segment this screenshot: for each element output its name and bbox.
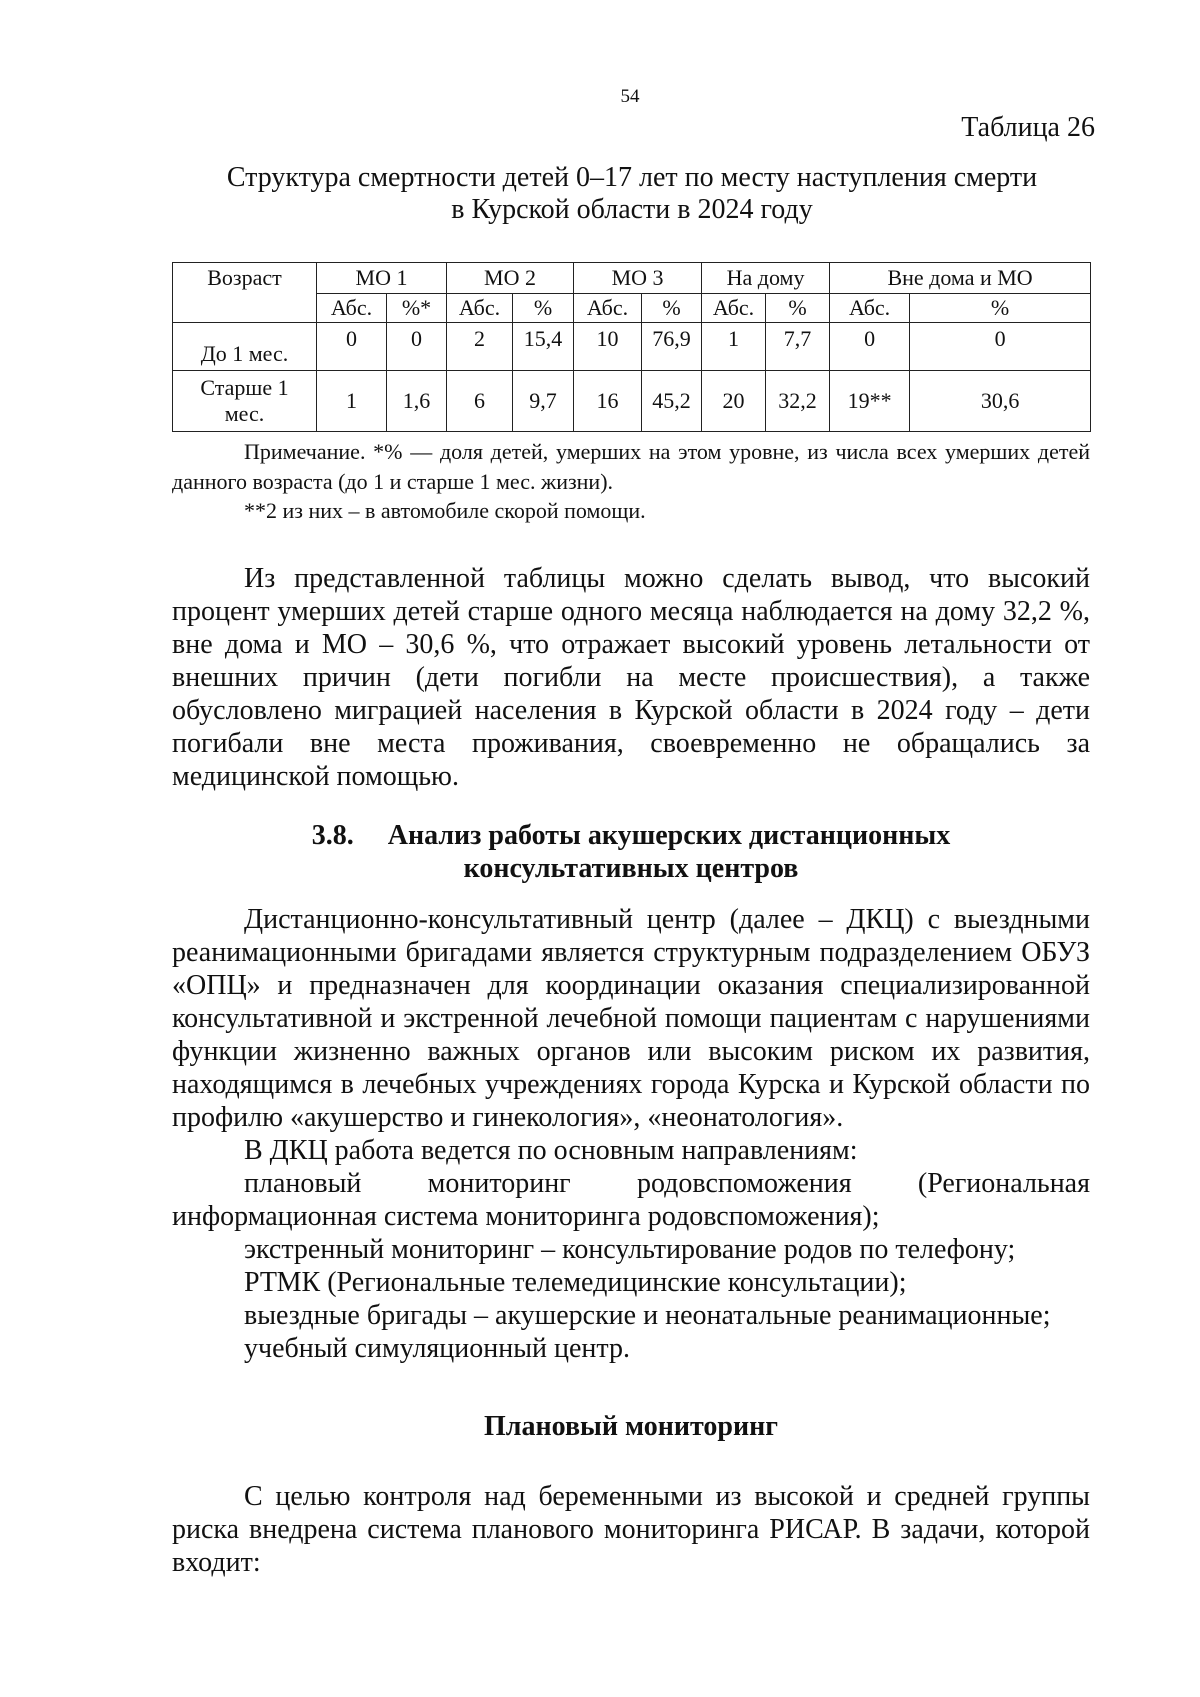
subheader-cell: Абс. — [447, 294, 513, 323]
table-title — [172, 162, 1092, 226]
list-item: учебный симуляционный центр. — [244, 1333, 630, 1364]
table-cell: 10 — [574, 323, 642, 371]
table-cell: 0 — [910, 323, 1091, 371]
table-cell: 1,6 — [387, 371, 447, 432]
table-cell: 32,2 — [766, 371, 830, 432]
table-cell: 1 — [317, 371, 387, 432]
table-cell: 15,4 — [513, 323, 574, 371]
section-heading — [172, 819, 1090, 885]
paragraph-dkc: Дистанционно-консультативный центр (далее – ДКЦ) с выездными реанимационными бригадами является структурным подразделением ОБУЗ «ОПЦ» и предназначен для координации оказания специализированной консультативной и экстренной лечебной помощи пациентам с нарушениями функции жизненно важных органов или высоким риском их развития, находящимся в лечебных учреждениях города Курска и Курской области по профилю «акушерство и гинекология», «неонатология». — [172, 904, 1090, 1133]
section-title-line1: Анализ работы акушерских дистанционных — [387, 820, 951, 851]
header-group: Вне дома и МО — [830, 263, 1091, 294]
subheader-cell: % — [513, 294, 574, 323]
header-group: МО 2 — [447, 263, 574, 294]
row-age: До 1 мес. — [173, 323, 317, 371]
header-group: МО 3 — [574, 263, 702, 294]
page-number: 54 — [620, 86, 640, 107]
list-item: РТМК (Региональные телемедицинские консультации); — [244, 1267, 907, 1298]
section-title-line2: консультативных центров — [463, 853, 799, 884]
paragraph-monitoring: С целью контроля над беременными из высокой и средней группы риска внедрена система планового мониторинга РИСАР. В задачи, которой входит: — [172, 1481, 1090, 1578]
list-item: плановый мониторинг родовспоможения (Региональная информационная система мониторинга родовспоможения); — [172, 1168, 1090, 1232]
table-label: Таблица 26 — [961, 112, 1095, 143]
row-age: Старше 1 мес. — [173, 371, 317, 432]
table-cell: 2 — [447, 323, 513, 371]
header-group: На дому — [702, 263, 830, 294]
table-cell: 9,7 — [513, 371, 574, 432]
paragraph-conclusion: Из представленной таблицы можно сделать вывод, что высокий процент умерших детей старше одного месяца наблюдается на дому 32,2 %, вне дома и МО – 30,6 %, что отражает высокий уровень летальности от внешних причин (дети погибли на месте происшествия), а также обусловлено миграцией населения в Курской области в 2024 году – дети погибали вне места проживания, своевременно не обращались за медицинской помощью. — [172, 563, 1090, 792]
table-cell: 0 — [387, 323, 447, 371]
table-row — [173, 371, 1091, 432]
subheader-cell: Абс. — [702, 294, 766, 323]
table-header-row — [173, 263, 1091, 294]
subheader-cell: %* — [387, 294, 447, 323]
header-group: МО 1 — [317, 263, 447, 294]
subheader-cell: % — [642, 294, 702, 323]
section-heading-line1 — [172, 819, 1090, 852]
table-title-line1: Структура смертности детей 0–17 лет по месту наступления смерти — [226, 162, 1038, 193]
table-cell: 20 — [702, 371, 766, 432]
table-cell: 16 — [574, 371, 642, 432]
subheader-cell: Абс. — [574, 294, 642, 323]
table-cell: 30,6 — [910, 371, 1091, 432]
subheading: Плановый мониторинг — [484, 1411, 778, 1442]
table-cell: 45,2 — [642, 371, 702, 432]
table-row — [173, 323, 1091, 371]
table-cell: 0 — [317, 323, 387, 371]
table-note: Примечание. *% — доля детей, умерших на этом уровне, из числа всех умерших детей данного возраста (до 1 и старше 1 мес. жизни). — [172, 439, 1090, 494]
table-title-line2: в Курской области в 2024 году — [451, 194, 813, 225]
subheader-cell: Абс. — [317, 294, 387, 323]
header-age: Возраст — [173, 263, 317, 323]
table-cell: 7,7 — [766, 323, 830, 371]
table-cell: 76,9 — [642, 323, 702, 371]
subheader-cell: % — [766, 294, 830, 323]
table-footnote: **2 из них – в автомобиле скорой помощи. — [244, 498, 646, 523]
table-cell: 6 — [447, 371, 513, 432]
list-item: экстренный мониторинг – консультирование родов по телефону; — [244, 1234, 1016, 1265]
mortality-table — [172, 262, 1091, 432]
section-number: 3.8. — [311, 820, 354, 851]
table-cell: 0 — [830, 323, 910, 371]
subheader-cell: Абс. — [830, 294, 910, 323]
table-cell: 1 — [702, 323, 766, 371]
paragraph-directions: В ДКЦ работа ведется по основным направлениям: — [244, 1135, 858, 1166]
subheader-cell: % — [910, 294, 1091, 323]
table-cell: 19** — [830, 371, 910, 432]
list-item: выездные бригады – акушерские и неонатальные реанимационные; — [244, 1300, 1051, 1331]
